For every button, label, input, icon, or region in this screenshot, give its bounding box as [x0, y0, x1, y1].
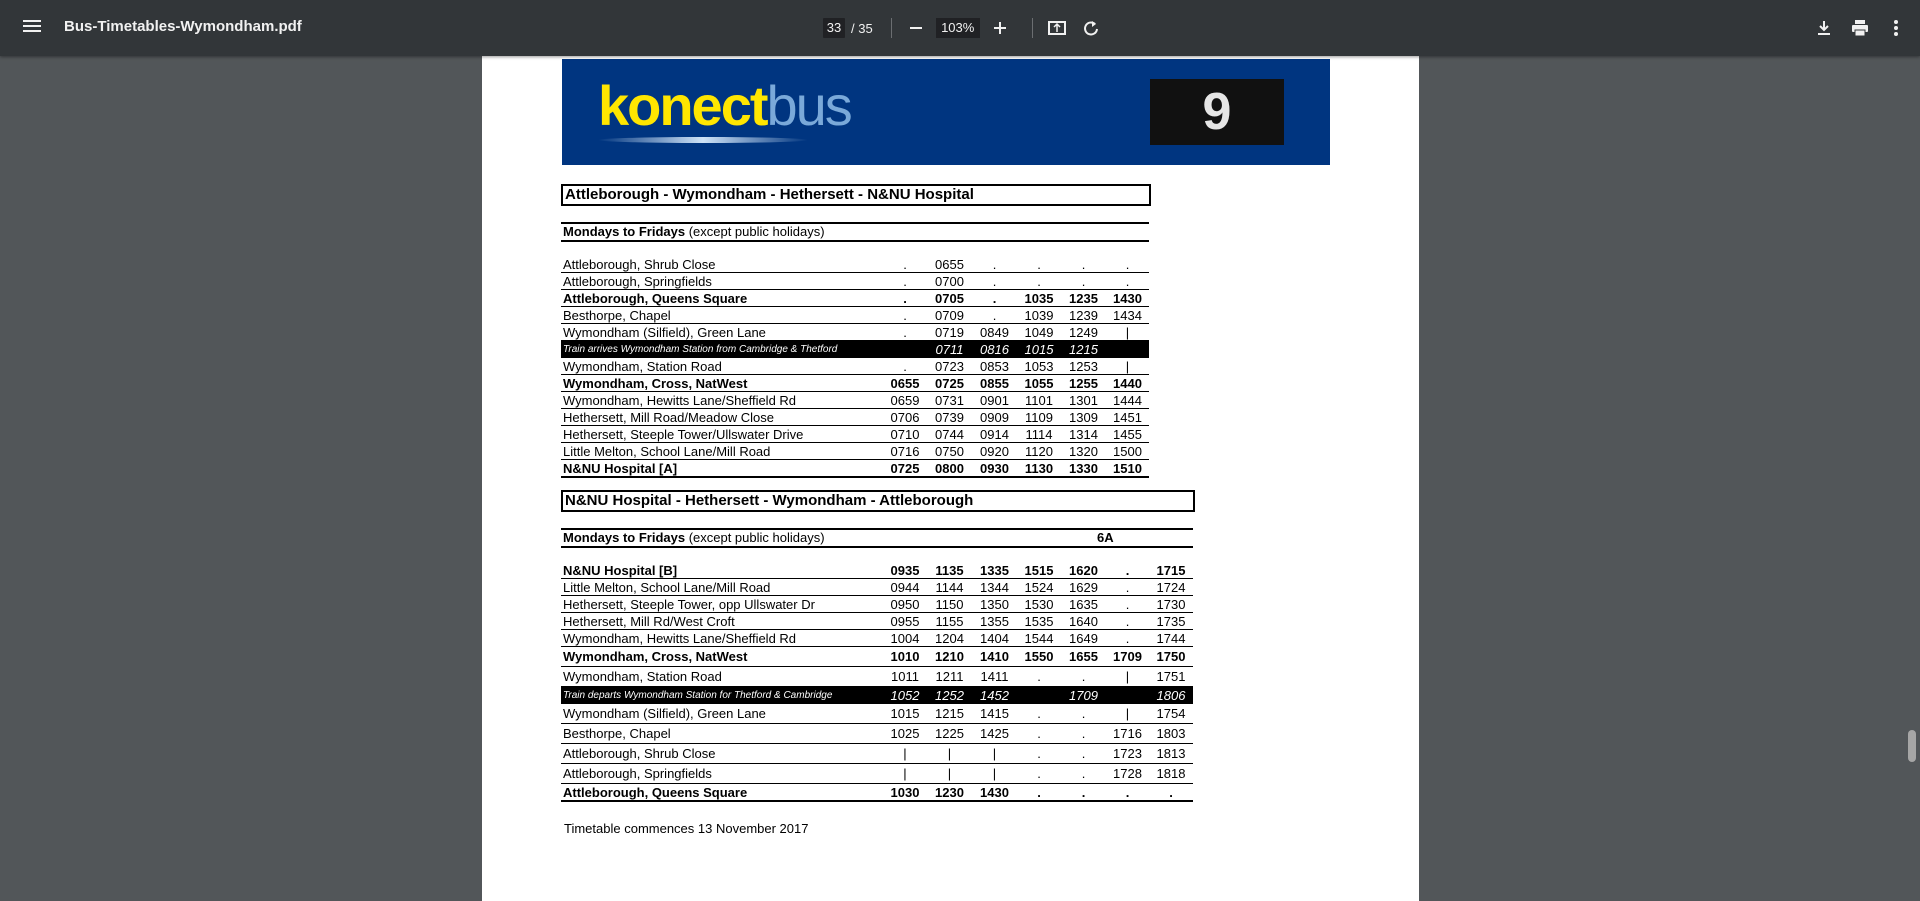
outbound-title: Attleborough - Wymondham - Hethersett - N&NU Hospital: [561, 184, 1151, 206]
inbound-days: Mondays to Fridays (except public holidays) 6A: [561, 528, 1193, 548]
toolbar-divider: [891, 18, 892, 38]
departure-time: .: [1037, 746, 1041, 761]
departure-time: 0744: [935, 426, 964, 442]
departure-time: 0853: [980, 358, 1009, 374]
departure-time: 0711: [927, 341, 972, 358]
timetable-row: [561, 724, 1193, 744]
departure-time: 1510: [1113, 460, 1142, 476]
download-icon: [1816, 20, 1832, 36]
rotate-icon: [1082, 19, 1100, 37]
departure-time: 0800: [935, 460, 964, 476]
stop-name: Attleborough, Springfields: [563, 273, 712, 289]
page-zoom-controls: [823, 0, 1105, 56]
departure-time: 1215: [935, 706, 964, 721]
timetable-row: [561, 273, 1149, 290]
departure-time: 0816: [972, 341, 1017, 358]
document-title: Bus-Timetables-Wymondham.pdf: [64, 18, 302, 35]
departure-time: 1150: [935, 596, 964, 612]
departure-time: 0930: [980, 460, 1009, 476]
departure-time: 0705: [935, 290, 964, 306]
departure-time: .: [1125, 784, 1130, 800]
departure-time: 0950: [890, 596, 920, 612]
departure-time: 1355: [980, 613, 1009, 629]
route-number: 9: [1150, 79, 1284, 145]
departure-time: 1635: [1069, 596, 1098, 612]
departure-time: 1818: [1156, 766, 1186, 781]
departure-time: 0719: [935, 324, 964, 340]
departure-time: 0710: [890, 426, 920, 442]
departure-time: [883, 341, 927, 358]
departure-time: 1344: [980, 579, 1009, 595]
departure-time: .: [1169, 784, 1173, 800]
timetable-row: [561, 562, 1193, 579]
departure-time: 1735: [1156, 613, 1186, 629]
departure-time: 1120: [1025, 443, 1053, 459]
departure-time: 1010: [890, 649, 920, 664]
departure-time: 1724: [1156, 579, 1186, 595]
departure-time: .: [903, 273, 907, 289]
departure-time: 1215: [1061, 341, 1106, 358]
departure-time: 1155: [935, 613, 964, 629]
departure-time: .: [903, 358, 907, 374]
departure-time: 0700: [935, 273, 964, 289]
departure-time: .: [903, 256, 907, 272]
departure-time: 1709: [1061, 687, 1106, 704]
departure-time: 0909: [980, 409, 1009, 425]
timetable-row: [561, 290, 1149, 307]
departure-time: 1415: [980, 706, 1009, 721]
timetable-row: [561, 324, 1149, 341]
departure-time: 0920: [980, 443, 1009, 459]
timetable-row: [561, 613, 1193, 630]
departure-time: .: [1081, 273, 1086, 289]
pdf-toolbar: [0, 0, 1920, 56]
timetable-row: [561, 460, 1149, 478]
timetable-start-note: Timetable commences 13 November 2017: [564, 821, 809, 836]
departure-time: 1130: [1024, 460, 1054, 476]
departure-time: 1524: [1024, 579, 1054, 595]
zoom-in-button[interactable]: [986, 14, 1014, 42]
departure-time: 1055: [1024, 375, 1054, 391]
stop-name: Little Melton, School Lane/Mill Road: [563, 443, 771, 459]
departure-time: .: [992, 256, 997, 272]
stop-name: Hethersett, Mill Road/Meadow Close: [563, 409, 774, 425]
timetable-row: [561, 375, 1149, 392]
konectbus-logo: konectbus: [598, 74, 851, 137]
departure-time: 1015: [1017, 341, 1061, 358]
departure-time: 1309: [1069, 409, 1098, 425]
stop-name: Wymondham, Hewitts Lane/Sheffield Rd: [563, 630, 797, 646]
departure-time: [1017, 687, 1061, 704]
print-button[interactable]: [1846, 14, 1874, 42]
departure-time: 1114: [1025, 426, 1053, 442]
departure-time: 1109: [1025, 409, 1053, 425]
departure-time: .: [1081, 746, 1086, 761]
departure-time: .: [1125, 273, 1130, 289]
departure-time: 0935: [890, 562, 920, 578]
page-total: / 35: [851, 20, 873, 36]
departure-time: 0725: [890, 460, 920, 476]
departure-time: .: [1037, 669, 1041, 684]
departure-time: 1411: [980, 669, 1009, 684]
departure-time: .: [1125, 579, 1130, 595]
departure-time: 0955: [890, 613, 920, 629]
departure-time: .: [903, 290, 907, 306]
timetable-row: [561, 392, 1149, 409]
departure-time: 1135: [935, 562, 964, 578]
departure-time: 1230: [935, 784, 964, 800]
departure-time: .: [1081, 706, 1086, 721]
departure-time: 0849: [980, 324, 1009, 340]
departure-time: 1444: [1113, 392, 1142, 408]
logo-swoosh: [598, 137, 808, 143]
departure-time: .: [1037, 766, 1041, 781]
departure-time: 1314: [1069, 426, 1098, 442]
departure-time: |: [1125, 324, 1130, 340]
outbound-timetable: [561, 256, 1149, 478]
timetable-row: [561, 443, 1149, 460]
departure-time: .: [1037, 273, 1041, 289]
departure-time: .: [1037, 726, 1041, 741]
departure-time: 1715: [1156, 562, 1186, 578]
print-icon: [1851, 19, 1869, 37]
departure-time: .: [1037, 256, 1041, 272]
departure-time: 0855: [980, 375, 1009, 391]
column-note: 6A: [1097, 530, 1114, 545]
departure-time: 1239: [1069, 307, 1098, 323]
stop-name: Attleborough, Springfields: [563, 766, 712, 781]
departure-time: .: [992, 273, 997, 289]
timetable-row: [561, 784, 1193, 802]
stop-name: Hethersett, Steeple Tower/Ullswater Drive: [563, 426, 804, 442]
departure-time: 1455: [1113, 426, 1142, 442]
stop-name: Wymondham, Station Road: [563, 669, 722, 684]
departure-time: 1544: [1024, 630, 1054, 646]
departure-time: |: [947, 766, 952, 781]
timetable-row: [561, 579, 1193, 596]
departure-time: 1806: [1149, 687, 1193, 704]
toolbar-actions: [1810, 14, 1910, 42]
stop-name: Wymondham, Cross, NatWest: [563, 375, 748, 391]
departure-time: .: [1125, 256, 1130, 272]
stop-name: Wymondham (Silfield), Green Lane: [563, 706, 766, 721]
stop-name: Little Melton, School Lane/Mill Road: [563, 579, 771, 595]
departure-time: 0750: [935, 443, 964, 459]
timetable-row: [561, 630, 1193, 647]
train-connection-row: [561, 687, 1193, 704]
scrollbar-thumb[interactable]: [1908, 730, 1916, 762]
fit-page-icon: [1048, 19, 1066, 37]
departure-time: .: [1037, 784, 1041, 800]
departure-time: |: [903, 746, 907, 761]
stop-name: N&NU Hospital [A]: [563, 460, 678, 476]
departure-time: 1629: [1069, 579, 1098, 595]
departure-time: 1716: [1113, 726, 1142, 741]
more-options-button[interactable]: [1882, 14, 1910, 42]
departure-time: 1052: [883, 687, 927, 704]
stop-name: Hethersett, Steeple Tower, opp Ullswater Dr: [563, 596, 815, 612]
more-vert-icon: [1893, 19, 1899, 37]
timetable-row: [561, 358, 1149, 375]
rotate-button[interactable]: [1077, 14, 1105, 42]
departure-time: 0944: [890, 579, 920, 595]
timetable-row: [561, 744, 1193, 764]
departure-time: .: [903, 307, 907, 323]
departure-time: 1015: [890, 706, 920, 721]
outbound-days: Mondays to Fridays (except public holidays): [561, 222, 1149, 242]
timetable-row: [561, 647, 1193, 667]
departure-time: 0731: [935, 392, 964, 408]
timetable-row: [561, 704, 1193, 724]
departure-time: 1730: [1156, 596, 1186, 612]
departure-time: 1430: [1113, 290, 1142, 306]
departure-time: 1803: [1156, 726, 1186, 741]
departure-time: .: [1081, 784, 1086, 800]
pdf-page: [482, 56, 1419, 901]
departure-time: 1301: [1069, 392, 1098, 408]
departure-time: .: [1125, 562, 1130, 578]
stop-name: Attleborough, Shrub Close: [563, 746, 716, 761]
stop-name: Train departs Wymondham Station for Thetford & Cambridge: [561, 687, 883, 704]
departure-time: 0655: [890, 375, 920, 391]
download-button[interactable]: [1810, 14, 1838, 42]
departure-time: 0725: [935, 375, 964, 391]
departure-time: 0739: [935, 409, 964, 425]
timetable-row: [561, 764, 1193, 784]
timetable-row: [561, 667, 1193, 687]
departure-time: 1225: [935, 726, 964, 741]
departure-time: 0706: [890, 409, 920, 425]
departure-time: 1709: [1113, 649, 1142, 664]
departure-time: 1252: [927, 687, 972, 704]
stop-name: Attleborough, Shrub Close: [563, 256, 716, 272]
minus-icon: [909, 21, 923, 35]
departure-time: 1813: [1156, 746, 1186, 761]
departure-time: |: [992, 746, 997, 761]
stop-name: Hethersett, Mill Rd/West Croft: [563, 613, 735, 629]
departure-time: 1754: [1156, 706, 1186, 721]
departure-time: 1030: [890, 784, 920, 800]
departure-time: |: [1125, 358, 1130, 374]
train-connection-row: [561, 341, 1149, 358]
departure-time: 0914: [980, 426, 1009, 442]
departure-time: 1335: [980, 562, 1009, 578]
stop-name: Besthorpe, Chapel: [563, 307, 671, 323]
departure-time: 0659: [890, 392, 920, 408]
stop-name: Wymondham (Silfield), Green Lane: [563, 324, 766, 340]
departure-time: 1430: [980, 784, 1009, 800]
departure-time: 1320: [1069, 443, 1098, 459]
departure-time: [1106, 687, 1149, 704]
departure-time: 1255: [1069, 375, 1098, 391]
departure-time: 0723: [935, 358, 964, 374]
departure-time: .: [1125, 596, 1130, 612]
inbound-timetable: [561, 562, 1193, 802]
menu-icon[interactable]: [22, 17, 42, 37]
departure-time: 1039: [1024, 307, 1054, 323]
departure-time: |: [903, 766, 907, 781]
fit-to-page-button[interactable]: [1043, 14, 1071, 42]
departure-time: 1404: [980, 630, 1009, 646]
stop-name: N&NU Hospital [B]: [563, 562, 678, 578]
timetable-row: [561, 409, 1149, 426]
stop-name: Wymondham, Station Road: [563, 358, 722, 374]
departure-time: 1728: [1113, 766, 1142, 781]
departure-time: 1751: [1156, 669, 1186, 684]
departure-time: 1210: [935, 649, 964, 664]
departure-time: 1101: [1025, 392, 1053, 408]
departure-time: 1330: [1069, 460, 1098, 476]
departure-time: 0716: [890, 443, 920, 459]
departure-time: 1649: [1069, 630, 1098, 646]
zoom-input[interactable]: 103%: [936, 18, 980, 38]
departure-time: 1235: [1069, 290, 1098, 306]
toolbar-divider: [1032, 18, 1033, 38]
departure-time: .: [1081, 766, 1086, 781]
departure-time: 1350: [980, 596, 1009, 612]
stop-name: Wymondham, Hewitts Lane/Sheffield Rd: [563, 392, 797, 408]
departure-time: .: [1125, 613, 1130, 629]
zoom-out-button[interactable]: [902, 14, 930, 42]
departure-time: .: [1081, 256, 1086, 272]
departure-time: 1425: [980, 726, 1009, 741]
departure-time: 1620: [1069, 562, 1098, 578]
departure-time: 1500: [1113, 443, 1142, 459]
departure-time: .: [903, 324, 907, 340]
plus-icon: [993, 21, 1007, 35]
departure-time: 1451: [1113, 409, 1142, 425]
departure-time: 1530: [1024, 596, 1054, 612]
departure-time: 1211: [935, 669, 964, 684]
departure-time: 1410: [980, 649, 1009, 664]
departure-time: 1049: [1024, 324, 1054, 340]
departure-time: 1550: [1024, 649, 1054, 664]
departure-time: 0655: [935, 256, 964, 272]
departure-time: .: [992, 290, 997, 306]
departure-time: 1750: [1156, 649, 1186, 664]
departure-time: |: [947, 746, 952, 761]
departure-time: 1053: [1024, 358, 1054, 374]
departure-time: 0709: [935, 307, 964, 323]
departure-time: 1515: [1024, 562, 1054, 578]
departure-time: 1640: [1069, 613, 1098, 629]
page-number-input[interactable]: 33: [823, 18, 845, 38]
departure-time: 1004: [890, 630, 920, 646]
timetable-row: [561, 307, 1149, 324]
departure-time: 1249: [1069, 324, 1098, 340]
departure-time: .: [992, 307, 997, 323]
departure-time: [1106, 341, 1149, 358]
timetable-row: [561, 596, 1193, 613]
departure-time: .: [1125, 630, 1130, 646]
departure-time: 1035: [1024, 290, 1054, 306]
departure-time: 0901: [980, 392, 1009, 408]
stop-name: Attleborough, Queens Square: [563, 784, 748, 800]
timetable-row: [561, 256, 1149, 273]
departure-time: 1253: [1069, 358, 1098, 374]
departure-time: .: [1081, 726, 1086, 741]
departure-time: 1744: [1156, 630, 1186, 646]
departure-time: 1204: [935, 630, 964, 646]
departure-time: |: [1125, 706, 1130, 721]
departure-time: 1535: [1024, 613, 1054, 629]
inbound-title: N&NU Hospital - Hethersett - Wymondham - Attleborough: [561, 490, 1195, 512]
stop-name: Attleborough, Queens Square: [563, 290, 748, 306]
stop-name: Wymondham, Cross, NatWest: [563, 649, 748, 664]
departure-time: .: [1037, 706, 1041, 721]
timetable-row: [561, 426, 1149, 443]
departure-time: |: [1125, 669, 1130, 684]
operator-banner: [562, 59, 1330, 165]
departure-time: 1025: [890, 726, 920, 741]
departure-time: 1144: [935, 579, 964, 595]
departure-time: 1011: [891, 669, 919, 684]
departure-time: 1723: [1113, 746, 1142, 761]
departure-time: 1452: [972, 687, 1017, 704]
departure-time: .: [1081, 669, 1086, 684]
departure-time: 1440: [1113, 375, 1142, 391]
stop-name: Train arrives Wymondham Station from Cambridge & Thetford: [561, 341, 883, 358]
departure-time: 1655: [1069, 649, 1098, 664]
stop-name: Besthorpe, Chapel: [563, 726, 671, 741]
departure-time: |: [992, 766, 997, 781]
departure-time: 1434: [1113, 307, 1142, 323]
